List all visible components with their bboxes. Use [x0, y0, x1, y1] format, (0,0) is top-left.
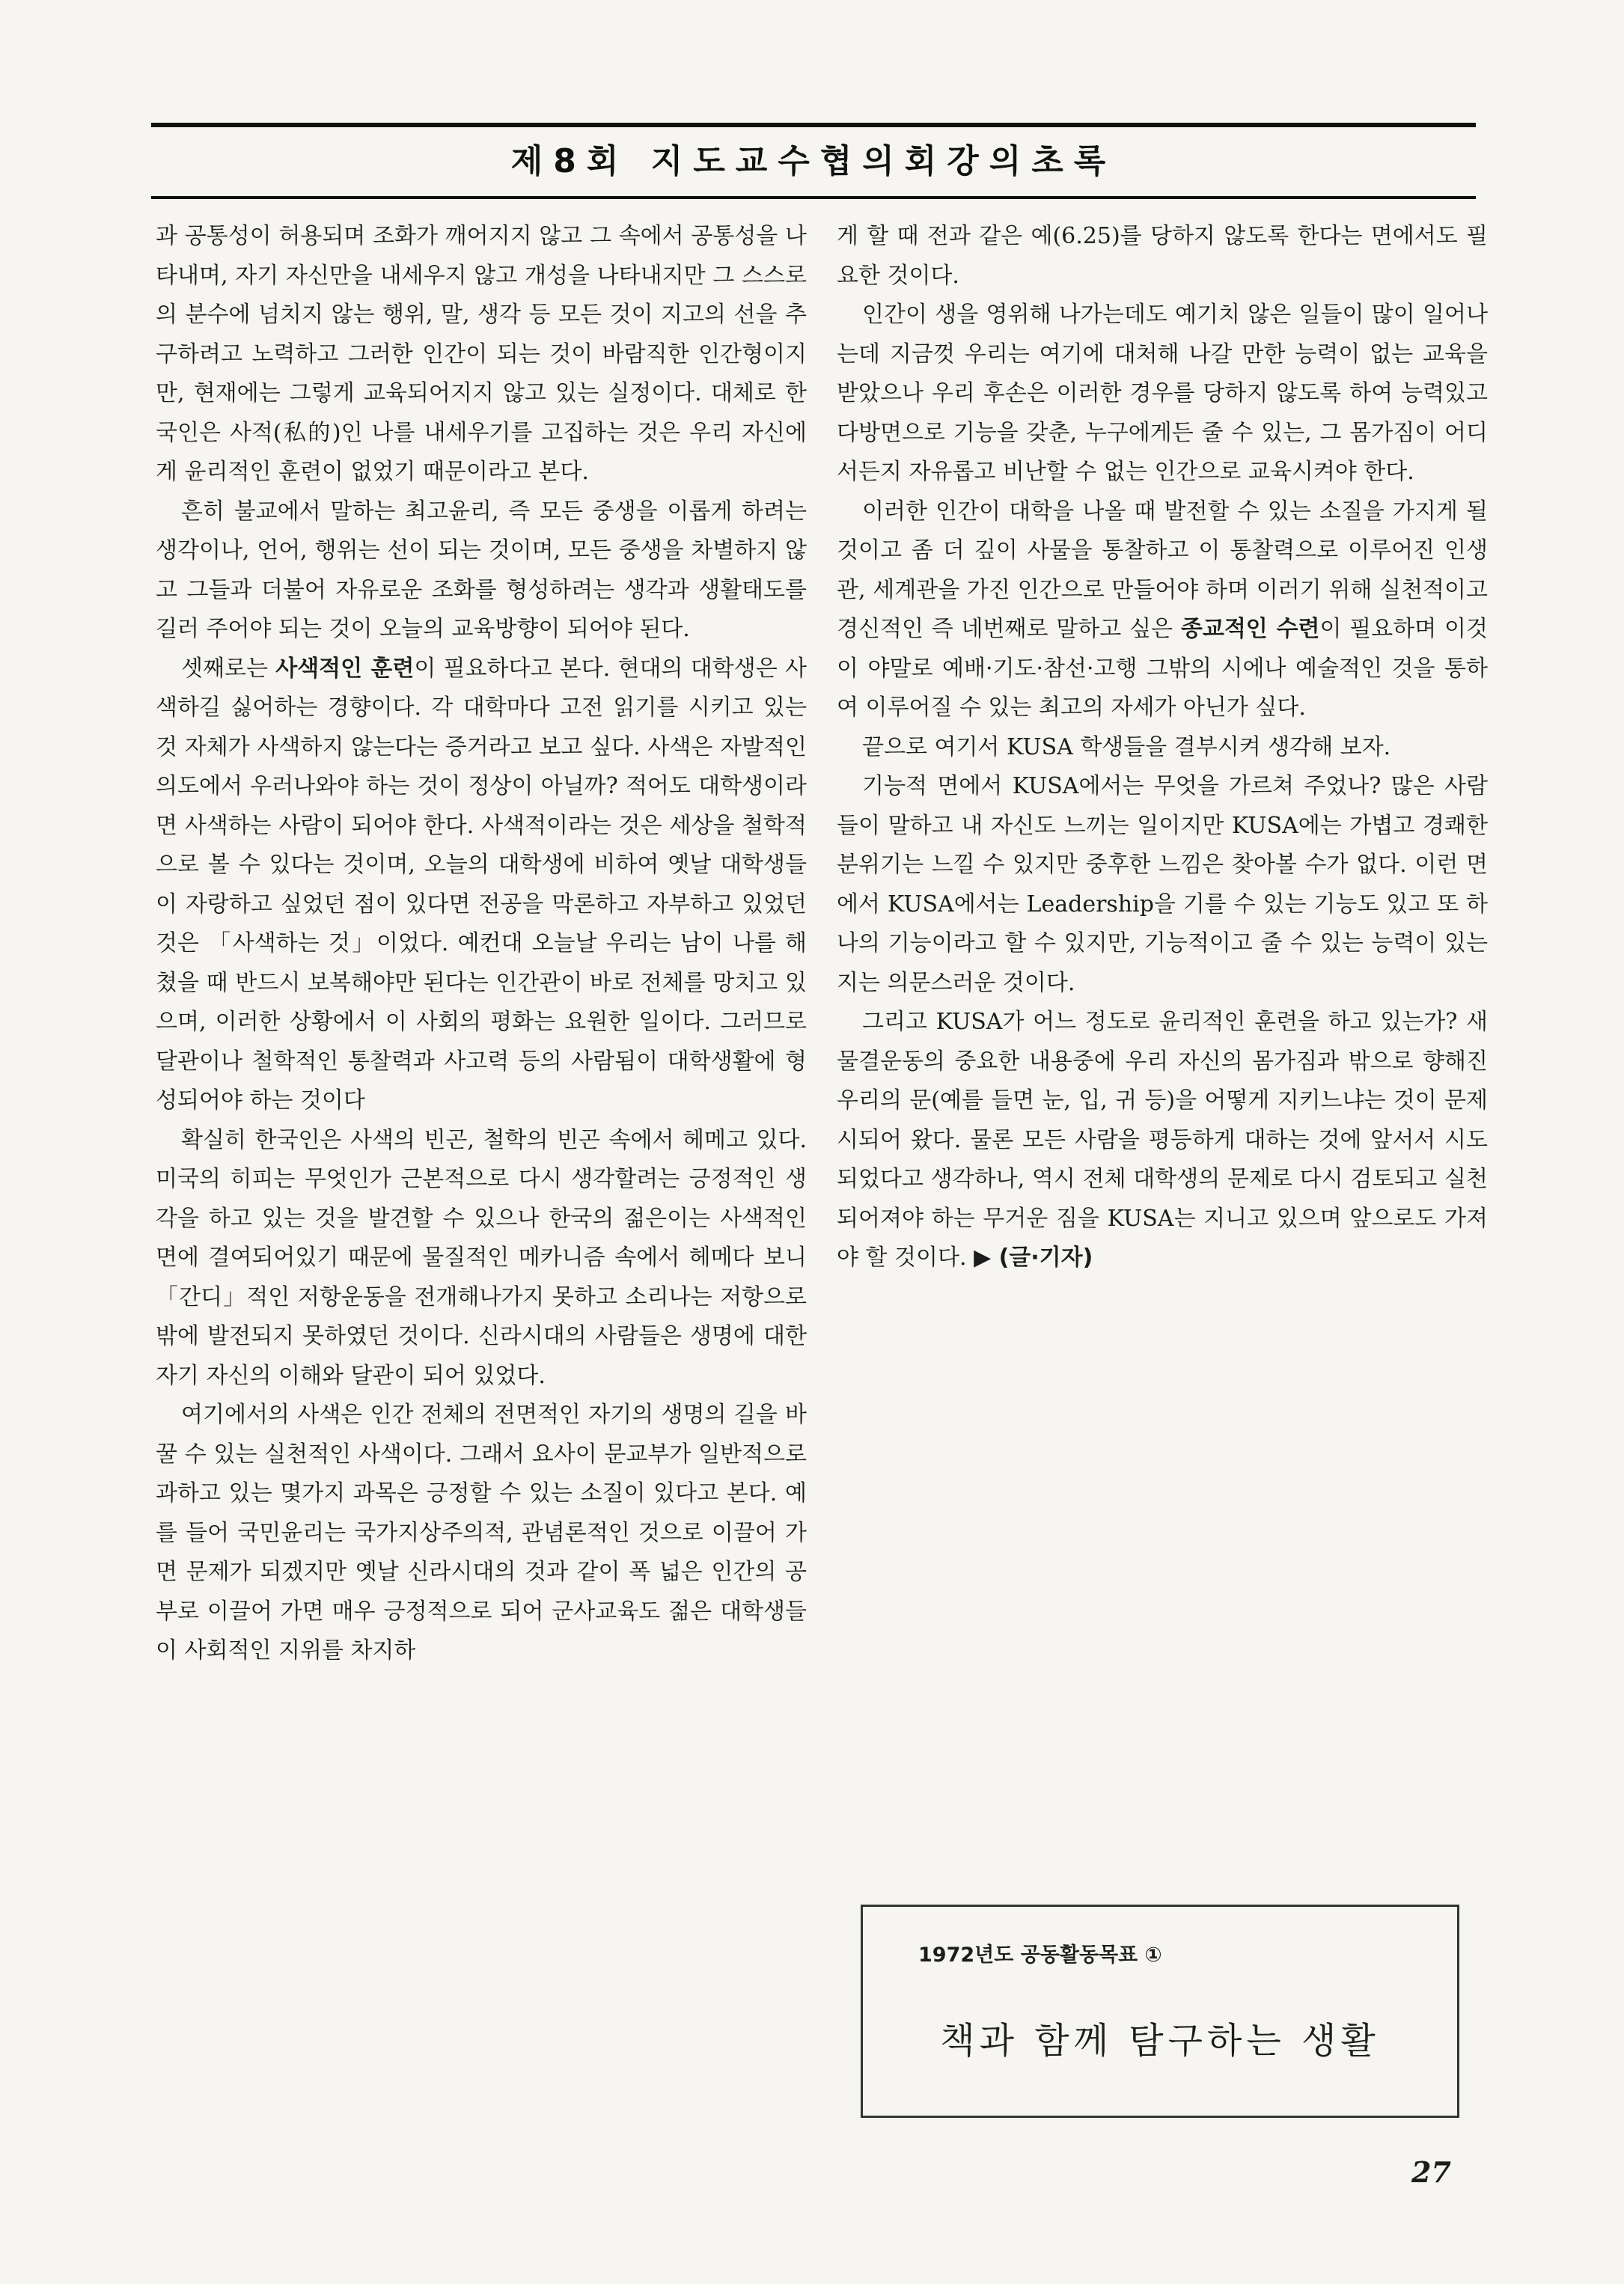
paragraph	[156, 650, 807, 1121]
paragraph: 인간이 생을 영위해 나가는데도 예기치 않은 일들이 많이 일어나는데 지금껏 우리는 여기에 대처해 나갈 만한 능력이 없는 교육을 받았으나 우리 후손은 이러한 경우를 당하지 않도록 하여 능력있고 다방면으로 기능을 갖춘, 누구에게든 줄 수 있는, 그 몸가짐이 어디서든지 자유롭고 비난할 수 없는 인간으로 교육시켜야 한다.	[837, 302, 1488, 485]
text-run: 셋째로는	[181, 655, 276, 682]
section-title: 제8회 지도교수협의회강의초록	[510, 142, 1117, 180]
box-slogan: 책과 함께 탐구하는 생활	[940, 2020, 1380, 2062]
author-signoff: ▶ (글·기자)	[974, 1245, 1093, 1271]
paragraph: 여기에서의 사색은 인간 전체의 전면적인 자기의 생명의 길을 바꿀 수 있는 실천적인 사색이다. 그래서 요사이 문교부가 일반적으로 과하고 있는 몇가지 과목은 긍정할 수 있는 소질이 있다고 본다. 예를 들어 국민윤리는 국가지상주의적, 관념론적인 것으로 이끌어 가면 문제가 되겠지만 옛날 신라시대의 것과 같이 폭 넓은 인간의 공부로 이끌어 가면 매우 긍정적으로 되어 군사교육도 젊은 대학생들이 사회적인 지위를 차지하	[156, 1402, 807, 1664]
box-label: 1972년도 공동활동목표 ①	[918, 1943, 1162, 1967]
header-top-rule	[151, 123, 1476, 127]
paragraph: 기능적 면에서 KUSA에서는 무엇을 가르쳐 주었나? 많은 사람들이 말하고 내 자신도 느끼는 일이지만 KUSA에는 가볍고 경쾌한 분위기는 느낄 수 있지만 중후한 느낌은 찾아볼 수가 없다. 이런 면에서 KUSA에서는 Leadership을 기를 수 있는 기능도 있고 또 하나의 기능이라고 할 수 있지만, 기능적이고 줄 수 있는 능력이 있는지는 의문스러운 것이다.	[837, 773, 1488, 996]
right-column	[837, 217, 1488, 1278]
paragraph: 흔히 불교에서 말하는 최고윤리, 즉 모든 중생을 이롭게 하려는 생각이나, 언어, 행위는 선이 되는 것이며, 모든 중생을 차별하지 않고 그들과 더불어 자유로운 조화를 형성하려는 생각과 생활태도를 길러 주어야 되는 것이 오늘의 교육방향이 되어야 된다.	[156, 498, 807, 642]
paragraph	[837, 492, 1488, 728]
paragraph: 게 할 때 전과 같은 예(6.25)를 당하지 않도록 한다는 면에서도 필요한 것이다.	[837, 223, 1488, 289]
left-column	[156, 217, 807, 1671]
paragraph: 과 공통성이 허용되며 조화가 깨어지지 않고 그 속에서 공통성을 나타내며, 자기 자신만을 내세우지 않고 개성을 나타내지만 그 스스로의 분수에 넘치지 않는 행위, 말, 생각 등 모든 것이 지고의 선을 추구하려고 노력하고 그러한 인간이 되는 것이 바람직한 인간형이지만, 현재에는 그렇게 교육되어지지 않고 있는 실정이다. 대체로 한국인은 사적(私的)인 나를 내세우기를 고집하는 것은 우리 자신에게 윤리적인 훈련이 없었기 때문이라고 본다.	[156, 223, 807, 485]
text-run: 이러한 인간이 대학을 나올 때 발전할 수 있는 소질을 가지게 될 것이고 좀 더 깊이 사물을 통찰하고 이 통찰력으로 이루어진 인생관, 세계관을 가진 인간으로 만들어야 하며 이러기 위해 실천적이고 경신적인 즉 네번째로 말하고 싶은	[837, 498, 1488, 642]
text-run: 그리고 KUSA가 어느 정도로 윤리적인 훈련을 하고 있는가? 새물결운동의 중요한 내용중에 우리 자신의 몸가짐과 밖으로 향해진 우리의 문(예를 들면 눈, 입, 귀 등)을 어떻게 지키느냐는 것이 문제시되어 왔다. 물론 모든 사람을 평등하게 대하는 것에 앞서서 시도되었다고 생각하나, 역시 전체 대학생의 문제로 다시 검토되고 실천되어져야 하는 무거운 짐을 KUSA는 지니고 있으며 앞으로도 가져야 할 것이다.	[837, 1009, 1488, 1271]
text-run: 이 필요하며 이것이 야말로 예배·기도·참선·고행 그밖의 시에나 예술적인 것을 통하여 이루어질 수 있는 최고의 자세가 아닌가 싶다.	[837, 616, 1488, 721]
paragraph	[837, 1003, 1488, 1278]
emphasis-text: 사색적인 훈련	[275, 655, 415, 682]
page-number: 27	[1411, 2155, 1451, 2189]
paragraph: 확실히 한국인은 사색의 빈곤, 철학의 빈곤 속에서 헤메고 있다. 미국의 히피는 무엇인가 근본적으로 다시 생각할려는 긍정적인 생각을 하고 있는 것을 발견할 수 있으나 한국의 젊은이는 사색적인 면에 결여되어있기 때문에 물질적인 메카니즘 속에서 헤메다 보니 「간디」적인 저항운동을 전개해나가지 못하고 소리나는 저항으로 밖에 발전되지 못하였던 것이다. 신라시대의 사람들은 생명에 대한 자기 자신의 이해와 달관이 되어 있었다.	[156, 1126, 807, 1389]
text-run: 이 필요하다고 본다. 현대의 대학생은 사색하길 싫어하는 경향이다. 각 대학마다 고전 읽기를 시키고 있는 것 자체가 사색하지 않는다는 증거라고 보고 싶다. 사색은 자발적인 의도에서 우러나와야 하는 것이 정상이 아닐까? 적어도 대학생이라면 사색하는 사람이 되어야 한다. 사색적이라는 것은 세상을 철학적으로 볼 수 있다는 것이며, 오늘의 대학생에 비하여 옛날 대학생들이 자랑하고 싶었던 점이 있다면 전공을 막론하고 자부하고 있었던 것은 「사색하는 것」이었다. 예컨대 오늘날 우리는 남이 나를 해쳤을 때 반드시 보복해야만 된다는 인간관이 바로 전체를 망치고 있으며, 이러한 상황에서 이 사회의 평화는 요원한 일이다. 그러므로 달관이나 철학적인 통찰력과 사고력 등의 사람됨이 대학생활에 형성되어야 하는 것이다	[156, 655, 807, 1114]
activity-goal-box	[861, 1905, 1459, 2118]
header-bottom-rule	[151, 196, 1476, 199]
emphasis-text: 종교적인 수련	[1180, 616, 1320, 642]
paragraph: 끝으로 여기서 KUSA 학생들을 결부시켜 생각해 보자.	[862, 733, 1391, 760]
